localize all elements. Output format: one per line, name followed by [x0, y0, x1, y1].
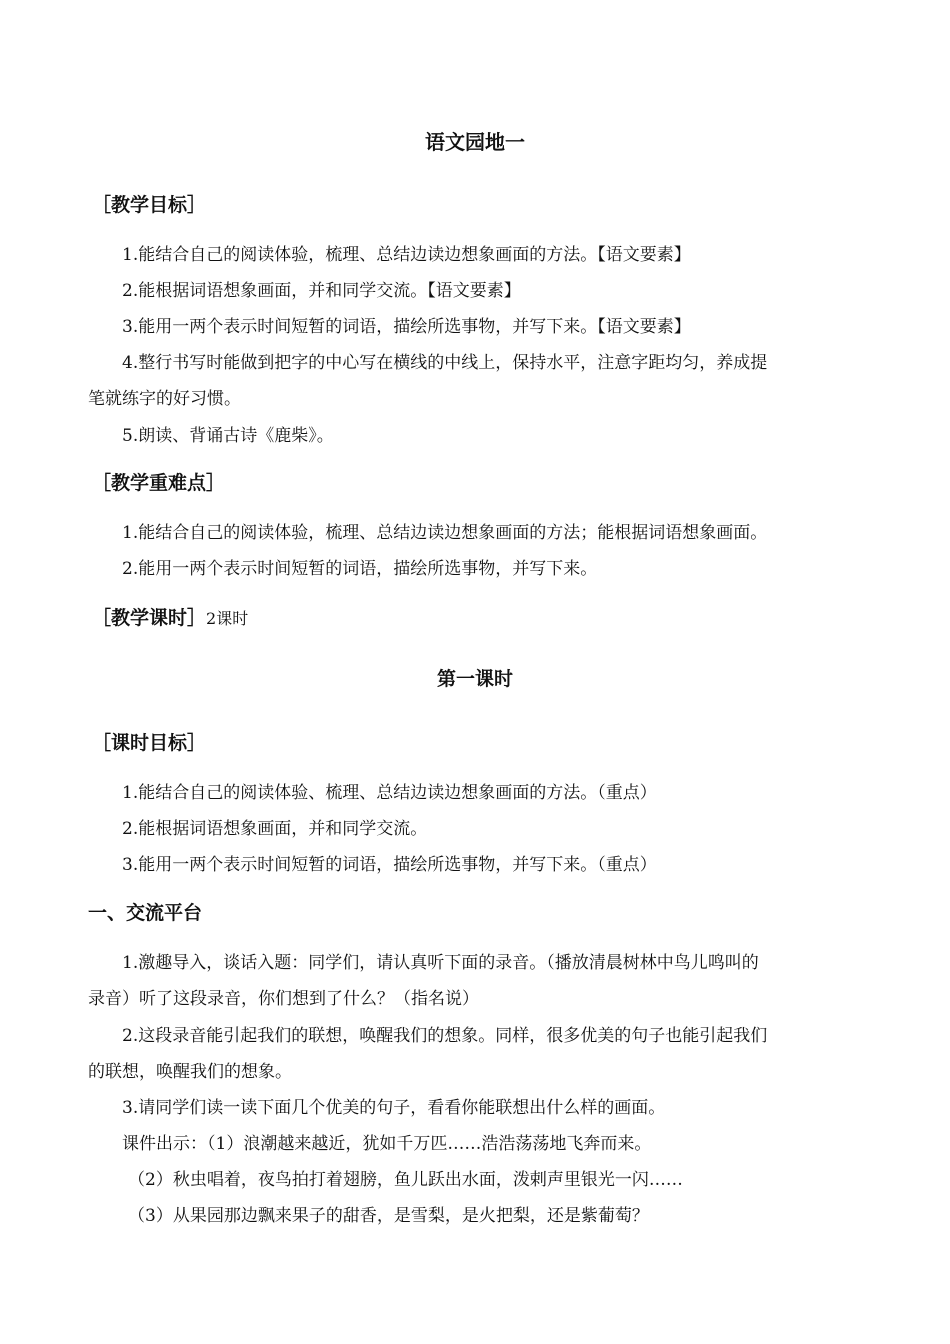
goal-item: 2.能根据词语想象画面，并和同学交流。【语文要素】: [122, 281, 521, 301]
goal-item: 3.能用一两个表示时间短暂的词语，描绘所选事物，并写下来。【语文要素】: [122, 317, 691, 337]
courseware-line: （2）秋虫唱着，夜鸟拍打着翅膀，鱼儿跃出水面，泼剌声里银光一闪……: [128, 1170, 683, 1190]
part-heading-exchange-platform: 一、交流平台: [88, 902, 203, 924]
lesson-goal-item: 3.能用一两个表示时间短暂的词语，描绘所选事物，并写下来。（重点）: [122, 855, 657, 875]
section-heading-lesson-goals: ［课时目标］: [92, 732, 207, 754]
key-point-item: 2.能用一两个表示时间短暂的词语，描绘所选事物，并写下来。: [122, 559, 598, 579]
goal-item: 5.朗读、背诵古诗《鹿柴》。: [122, 426, 334, 446]
doc-title: 语文园地一: [425, 130, 525, 154]
paragraph-line: 1.激趣导入，谈话入题：同学们，请认真听下面的录音。（播放清晨树林中鸟儿鸣叫的: [122, 953, 759, 973]
goal-item: 4.整行书写时能做到把字的中心写在横线的中线上，保持水平，注意字距均匀，养成提: [122, 353, 768, 373]
courseware-line: 课件出示：（1）浪潮越来越近，犹如千万匹……浩浩荡荡地飞奔而来。: [122, 1134, 652, 1154]
paragraph-line: 2.这段录音能引起我们的联想，唤醒我们的想象。同样，很多优美的句子也能引起我们: [122, 1026, 768, 1046]
lesson-title: 第一课时: [436, 668, 513, 690]
section-heading-goals: ［教学目标］: [92, 194, 207, 216]
paragraph-line: 3.请同学们读一读下面几个优美的句子，看看你能联想出什么样的画面。: [122, 1098, 666, 1118]
section-heading-class-hours: ［教学课时］: [92, 607, 207, 629]
paragraph-line: 的联想，唤醒我们的想象。: [88, 1062, 292, 1082]
lesson-goal-item: 2.能根据词语想象画面，并和同学交流。: [122, 819, 428, 839]
class-hours-value: 2课时: [206, 609, 249, 628]
key-point-item: 1.能结合自己的阅读体验，梳理、总结边读边想象画面的方法；能根据词语想象画面。: [122, 523, 768, 543]
section-heading-key-points: ［教学重难点］: [92, 472, 226, 494]
class-hours-line: [92, 606, 248, 631]
goal-item-continuation: 笔就练字的好习惯。: [88, 389, 241, 409]
goal-item: 1.能结合自己的阅读体验，梳理、总结边读边想象画面的方法。【语文要素】: [122, 245, 691, 265]
paragraph-line: 录音）听了这段录音，你们想到了什么？（指名说）: [88, 989, 479, 1009]
lesson-goal-item: 1.能结合自己的阅读体验、梳理、总结边读边想象画面的方法。（重点）: [122, 783, 657, 803]
courseware-line: （3）从果园那边飘来果子的甜香，是雪梨，是火把梨，还是紫葡萄？: [128, 1206, 649, 1226]
